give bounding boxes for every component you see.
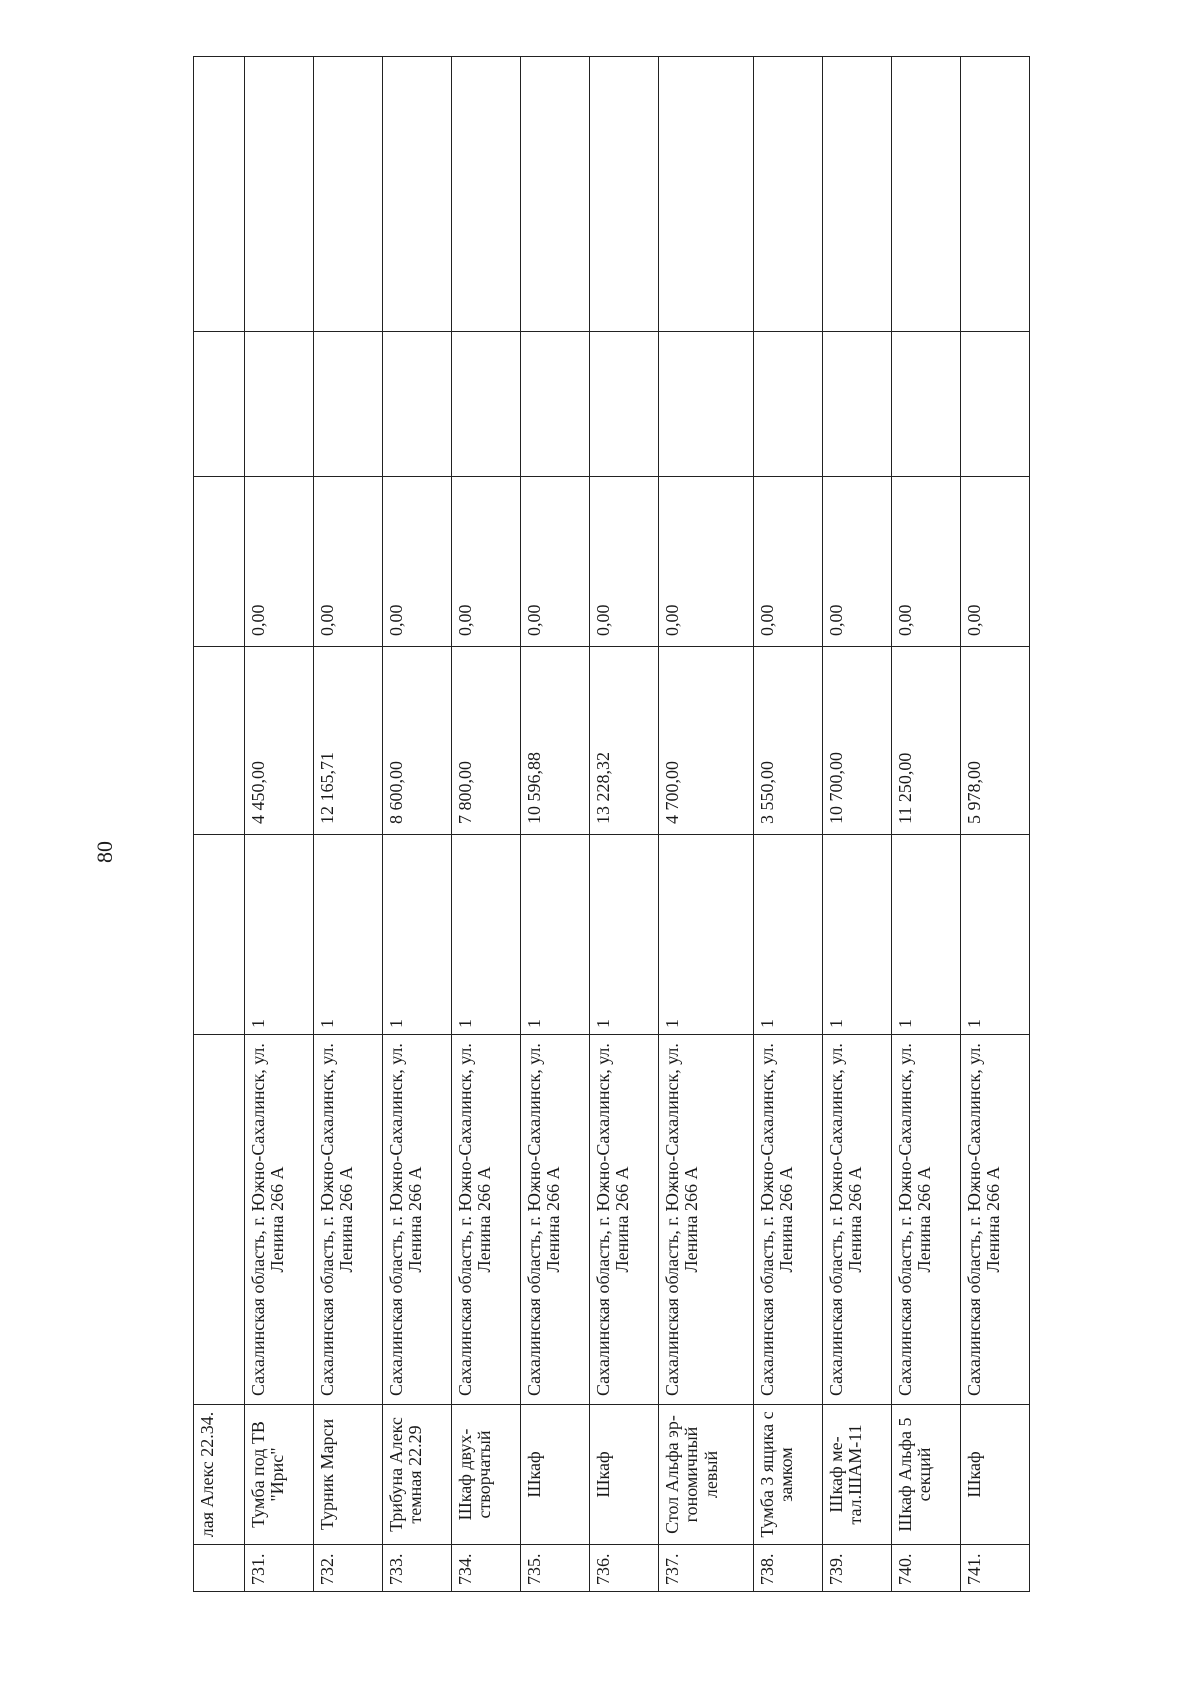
cell-qty: 1 <box>659 835 754 1035</box>
cell-residual: 0,00 <box>961 477 1030 647</box>
cell-num: 739. <box>823 1545 892 1592</box>
cell-qty: 1 <box>452 835 521 1035</box>
cell-empty-2 <box>383 57 452 332</box>
cell-num: 737. <box>659 1545 754 1592</box>
cell-num: 738. <box>754 1545 823 1592</box>
cell-num: 735. <box>521 1545 590 1592</box>
cell-empty-1 <box>452 332 521 477</box>
table-row <box>383 57 452 1592</box>
table-row <box>961 57 1030 1592</box>
cell-num: 731. <box>245 1545 314 1592</box>
cell-qty: 1 <box>245 835 314 1035</box>
cell-cost: 4 450,00 <box>245 647 314 835</box>
cell-address: Сахалинская область, г. Южно-Сахалинск, ул. Ленина 266 А <box>659 1035 754 1405</box>
cell-residual: 0,00 <box>892 477 961 647</box>
page-number: 80 <box>92 841 117 863</box>
cell-empty-1 <box>659 332 754 477</box>
cell-empty-1 <box>823 332 892 477</box>
cell-empty-2 <box>961 57 1030 332</box>
cell-empty-1 <box>754 332 823 477</box>
cell-residual: 0,00 <box>754 477 823 647</box>
cell-qty: 1 <box>521 835 590 1035</box>
cell-empty-1 <box>892 332 961 477</box>
cell-address: Сахалинская область, г. Южно-Сахалинск, ул. Ленина 266 А <box>452 1035 521 1405</box>
cell-cost: 10 596,88 <box>521 647 590 835</box>
cell-empty-2 <box>245 57 314 332</box>
cell-cost <box>194 647 245 835</box>
cell-address: Сахалинская область, г. Южно-Сахалинск, ул. Ленина 266 А <box>961 1035 1030 1405</box>
cell-qty: 1 <box>314 835 383 1035</box>
cell-residual: 0,00 <box>659 477 754 647</box>
cell-cost: 11 250,00 <box>892 647 961 835</box>
cell-empty-2 <box>754 57 823 332</box>
cell-cost: 10 700,00 <box>823 647 892 835</box>
cell-residual: 0,00 <box>314 477 383 647</box>
cell-qty: 1 <box>961 835 1030 1035</box>
cell-num <box>194 1545 245 1592</box>
cell-cost: 7 800,00 <box>452 647 521 835</box>
cell-empty-2 <box>590 57 659 332</box>
cell-name-continuation: лая Алекс 22.34. <box>194 1405 245 1545</box>
cell-address: Сахалинская область, г. Южно-Сахалинск, ул. Ленина 266 А <box>383 1035 452 1405</box>
cell-qty: 1 <box>892 835 961 1035</box>
cell-cost: 12 165,71 <box>314 647 383 835</box>
cell-empty-1 <box>245 332 314 477</box>
cell-name: Тумба 3 ящика с замком <box>754 1405 823 1545</box>
cell-empty-2 <box>452 57 521 332</box>
cell-empty-2 <box>194 57 245 332</box>
cell-address: Сахалинская область, г. Южно-Сахалинск, ул. Ленина 266 А <box>892 1035 961 1405</box>
cell-name: Шкаф <box>590 1405 659 1545</box>
cell-residual: 0,00 <box>521 477 590 647</box>
cell-qty: 1 <box>754 835 823 1035</box>
cell-empty-1 <box>383 332 452 477</box>
table-body <box>194 57 1030 1592</box>
cell-address: Сахалинская область, г. Южно-Сахалинск, ул. Ленина 266 А <box>521 1035 590 1405</box>
cell-empty-2 <box>892 57 961 332</box>
cell-cost: 3 550,00 <box>754 647 823 835</box>
cell-qty: 1 <box>383 835 452 1035</box>
cell-cost: 5 978,00 <box>961 647 1030 835</box>
cell-num: 734. <box>452 1545 521 1592</box>
table-row <box>452 57 521 1592</box>
cell-qty: 1 <box>590 835 659 1035</box>
inventory-table-container <box>193 57 1068 1592</box>
cell-residual: 0,00 <box>245 477 314 647</box>
cell-name: Тумба под ТВ "Ирис" <box>245 1405 314 1545</box>
cell-empty-2 <box>823 57 892 332</box>
table-row <box>590 57 659 1592</box>
cell-num: 741. <box>961 1545 1030 1592</box>
table-row <box>521 57 590 1592</box>
cell-address: Сахалинская область, г. Южно-Сахалинск, ул. Ленина 266 А <box>245 1035 314 1405</box>
cell-residual: 0,00 <box>823 477 892 647</box>
cell-name: Турник Марси <box>314 1405 383 1545</box>
cell-residual: 0,00 <box>452 477 521 647</box>
cell-empty-2 <box>521 57 590 332</box>
cell-cost: 4 700,00 <box>659 647 754 835</box>
cell-residual: 0,00 <box>383 477 452 647</box>
cell-name: Трибуна Алекс темная 22.29 <box>383 1405 452 1545</box>
cell-name: Шкаф <box>961 1405 1030 1545</box>
continuation-row <box>194 57 245 1592</box>
cell-empty-2 <box>659 57 754 332</box>
table-row <box>892 57 961 1592</box>
cell-empty-1 <box>314 332 383 477</box>
table-row <box>659 57 754 1592</box>
table-row <box>823 57 892 1592</box>
table-row <box>314 57 383 1592</box>
cell-address <box>194 1035 245 1405</box>
cell-name: Шкаф Альфа 5 секций <box>892 1405 961 1545</box>
cell-name: Шкаф ме-тал.ШАМ-11 <box>823 1405 892 1545</box>
cell-address: Сахалинская область, г. Южно-Сахалинск, ул. Ленина 266 А <box>823 1035 892 1405</box>
cell-empty-1 <box>590 332 659 477</box>
cell-address: Сахалинская область, г. Южно-Сахалинск, ул. Ленина 266 А <box>590 1035 659 1405</box>
cell-num: 732. <box>314 1545 383 1592</box>
cell-cost: 13 228,32 <box>590 647 659 835</box>
inventory-table <box>193 56 1030 1592</box>
cell-qty <box>194 835 245 1035</box>
cell-empty-1 <box>521 332 590 477</box>
cell-residual: 0,00 <box>590 477 659 647</box>
cell-empty-2 <box>314 57 383 332</box>
cell-num: 733. <box>383 1545 452 1592</box>
cell-address: Сахалинская область, г. Южно-Сахалинск, ул. Ленина 266 А <box>314 1035 383 1405</box>
cell-cost: 8 600,00 <box>383 647 452 835</box>
cell-name: Стол Альфа эр-гономичный левый <box>659 1405 754 1545</box>
cell-num: 740. <box>892 1545 961 1592</box>
cell-empty-1 <box>194 332 245 477</box>
cell-name: Шкаф <box>521 1405 590 1545</box>
cell-name: Шкаф двух-створчатый <box>452 1405 521 1545</box>
table-row <box>245 57 314 1592</box>
cell-residual <box>194 477 245 647</box>
cell-num: 736. <box>590 1545 659 1592</box>
cell-qty: 1 <box>823 835 892 1035</box>
cell-address: Сахалинская область, г. Южно-Сахалинск, ул. Ленина 266 А <box>754 1035 823 1405</box>
cell-empty-1 <box>961 332 1030 477</box>
table-row <box>754 57 823 1592</box>
